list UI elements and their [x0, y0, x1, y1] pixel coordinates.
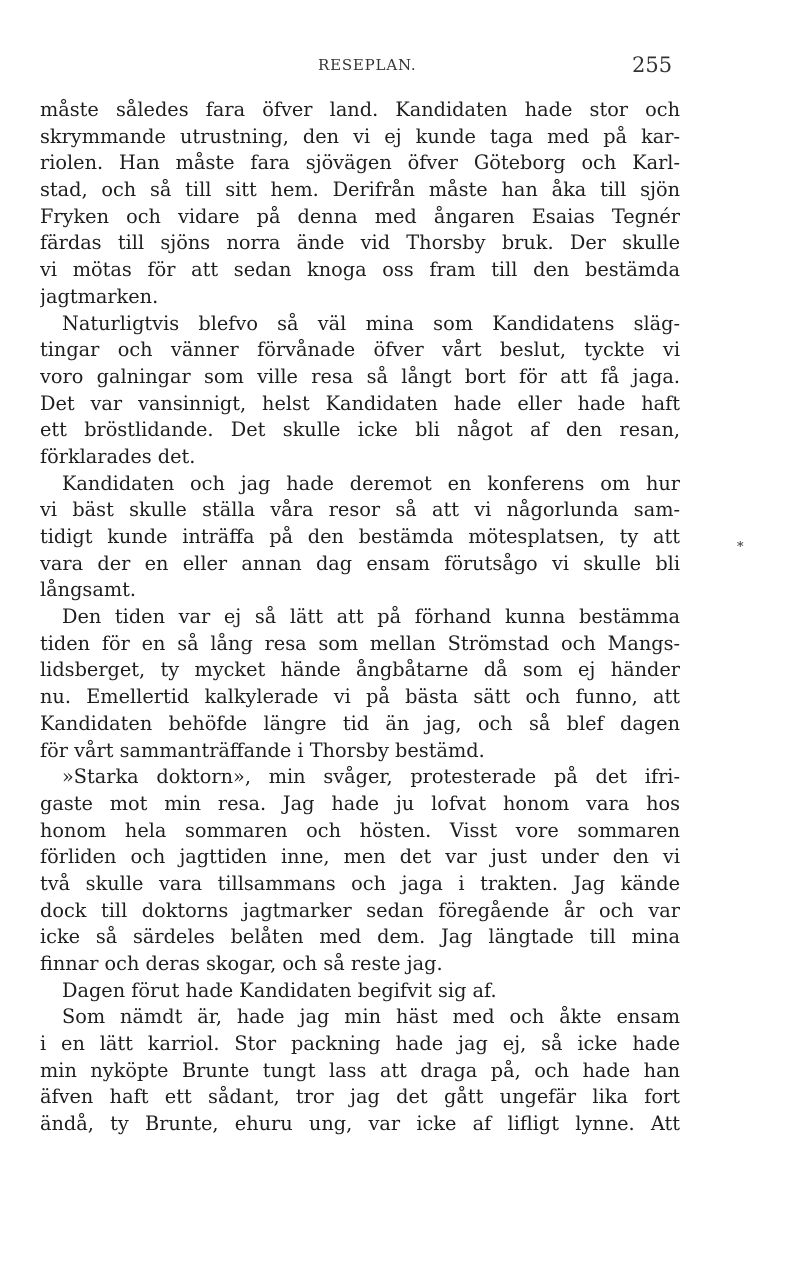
- text-line: två skulle vara tillsammans och jaga i trakten. Jag kände: [40, 871, 680, 895]
- text-line: äfven haft ett sådant, tror jag det gått ungefär lika fort: [40, 1085, 680, 1109]
- text-line: nu. Emellertid kalkylerade vi på bästa sätt och funno, att: [40, 685, 680, 709]
- text-line: icke så särdeles belåten med dem. Jag längtade till mina: [40, 925, 680, 949]
- text-line: för vårt sammanträffande i Thorsby bestämd.: [40, 738, 485, 762]
- text-line: vi mötas för att sedan knoga oss fram till den bestämda: [40, 258, 680, 282]
- text-line: Som nämdt är, hade jag min häst med och åkte ensam: [62, 1005, 680, 1029]
- text-line: »Starka doktorn», min svåger, protesterade på det ifri-: [62, 765, 680, 789]
- text-line: Det var vansinnigt, helst Kandidaten hade eller hade haft: [40, 391, 680, 415]
- text-line: Den tiden var ej så lätt att på förhand kunna bestämma: [62, 605, 680, 629]
- text-line: ändå, ty Brunte, ehuru ung, var icke af lifligt lynne. Att: [40, 1112, 680, 1136]
- text-line: riolen. Han måste fara sjövägen öfver Göteborg och Karl-: [40, 151, 680, 175]
- body-text: [40, 97, 680, 1138]
- text-line: tiden för en så lång resa som mellan Strömstad och Mangs-: [40, 631, 680, 655]
- running-head: [0, 53, 794, 80]
- text-line: gaste mot min resa. Jag hade ju lofvat honom vara hos: [40, 791, 680, 815]
- text-line: skrymmande utrustning, den vi ej kunde taga med på kar-: [40, 124, 680, 148]
- text-line: förliden och jagttiden inne, men det var just under den vi: [40, 845, 680, 869]
- margin-mark: *: [737, 540, 744, 555]
- text-line: Fryken och vidare på denna med ångaren Esaias Tegnér: [40, 204, 680, 228]
- text-line: jagtmarken.: [40, 284, 159, 308]
- text-line: voro galningar som ville resa så långt bort för att få jaga.: [40, 364, 680, 388]
- text-line: honom hela sommaren och hösten. Visst vore sommaren: [40, 818, 680, 842]
- running-title: RESEPLAN.: [318, 56, 417, 74]
- text-line: i en lätt karriol. Stor packning hade jag ej, så icke hade: [40, 1032, 680, 1056]
- page-number: 255: [632, 53, 673, 77]
- text-line: finnar och deras skogar, och så reste jag.: [40, 952, 443, 975]
- text-line: lidsberget, ty mycket hände ångbåtarne då som ej händer: [40, 658, 680, 682]
- text-line: Dagen förut hade Kandidaten begifvit sig af.: [62, 978, 497, 1002]
- text-line: förklarades det.: [40, 444, 196, 468]
- text-line: Kandidaten behöfde längre tid än jag, och så blef dagen: [40, 711, 680, 735]
- text-line: stad, och så till sitt hem. Derifrån måste han åka till sjön: [40, 178, 680, 202]
- text-line: tingar och vänner förvånade öfver vårt beslut, tyckte vi: [40, 338, 680, 362]
- text-line: Kandidaten och jag hade deremot en konferens om hur: [62, 471, 680, 495]
- text-line: färdas till sjöns norra ände vid Thorsby bruk. Der skulle: [40, 231, 680, 255]
- text-line: långsamt.: [40, 578, 136, 602]
- text-line: tidigt kunde inträffa på den bestämda mötesplatsen, ty att: [40, 525, 680, 548]
- text-line: måste således fara öfver land. Kandidaten hade stor och: [40, 98, 680, 121]
- text-line: dock till doktorns jagtmarker sedan föregående år och var: [40, 898, 680, 922]
- text-line: vi bäst skulle ställa våra resor så att vi någorlunda sam-: [40, 498, 680, 522]
- text-line: Naturligtvis blefvo så väl mina som Kandidatens släg-: [62, 311, 680, 335]
- text-line: min nyköpte Brunte tungt lass att draga på, och hade han: [40, 1058, 680, 1082]
- text-line: vara der en eller annan dag ensam förutsågo vi skulle bli: [40, 551, 680, 575]
- text-line: ett bröstlidande. Det skulle icke bli något af den resan,: [40, 418, 680, 442]
